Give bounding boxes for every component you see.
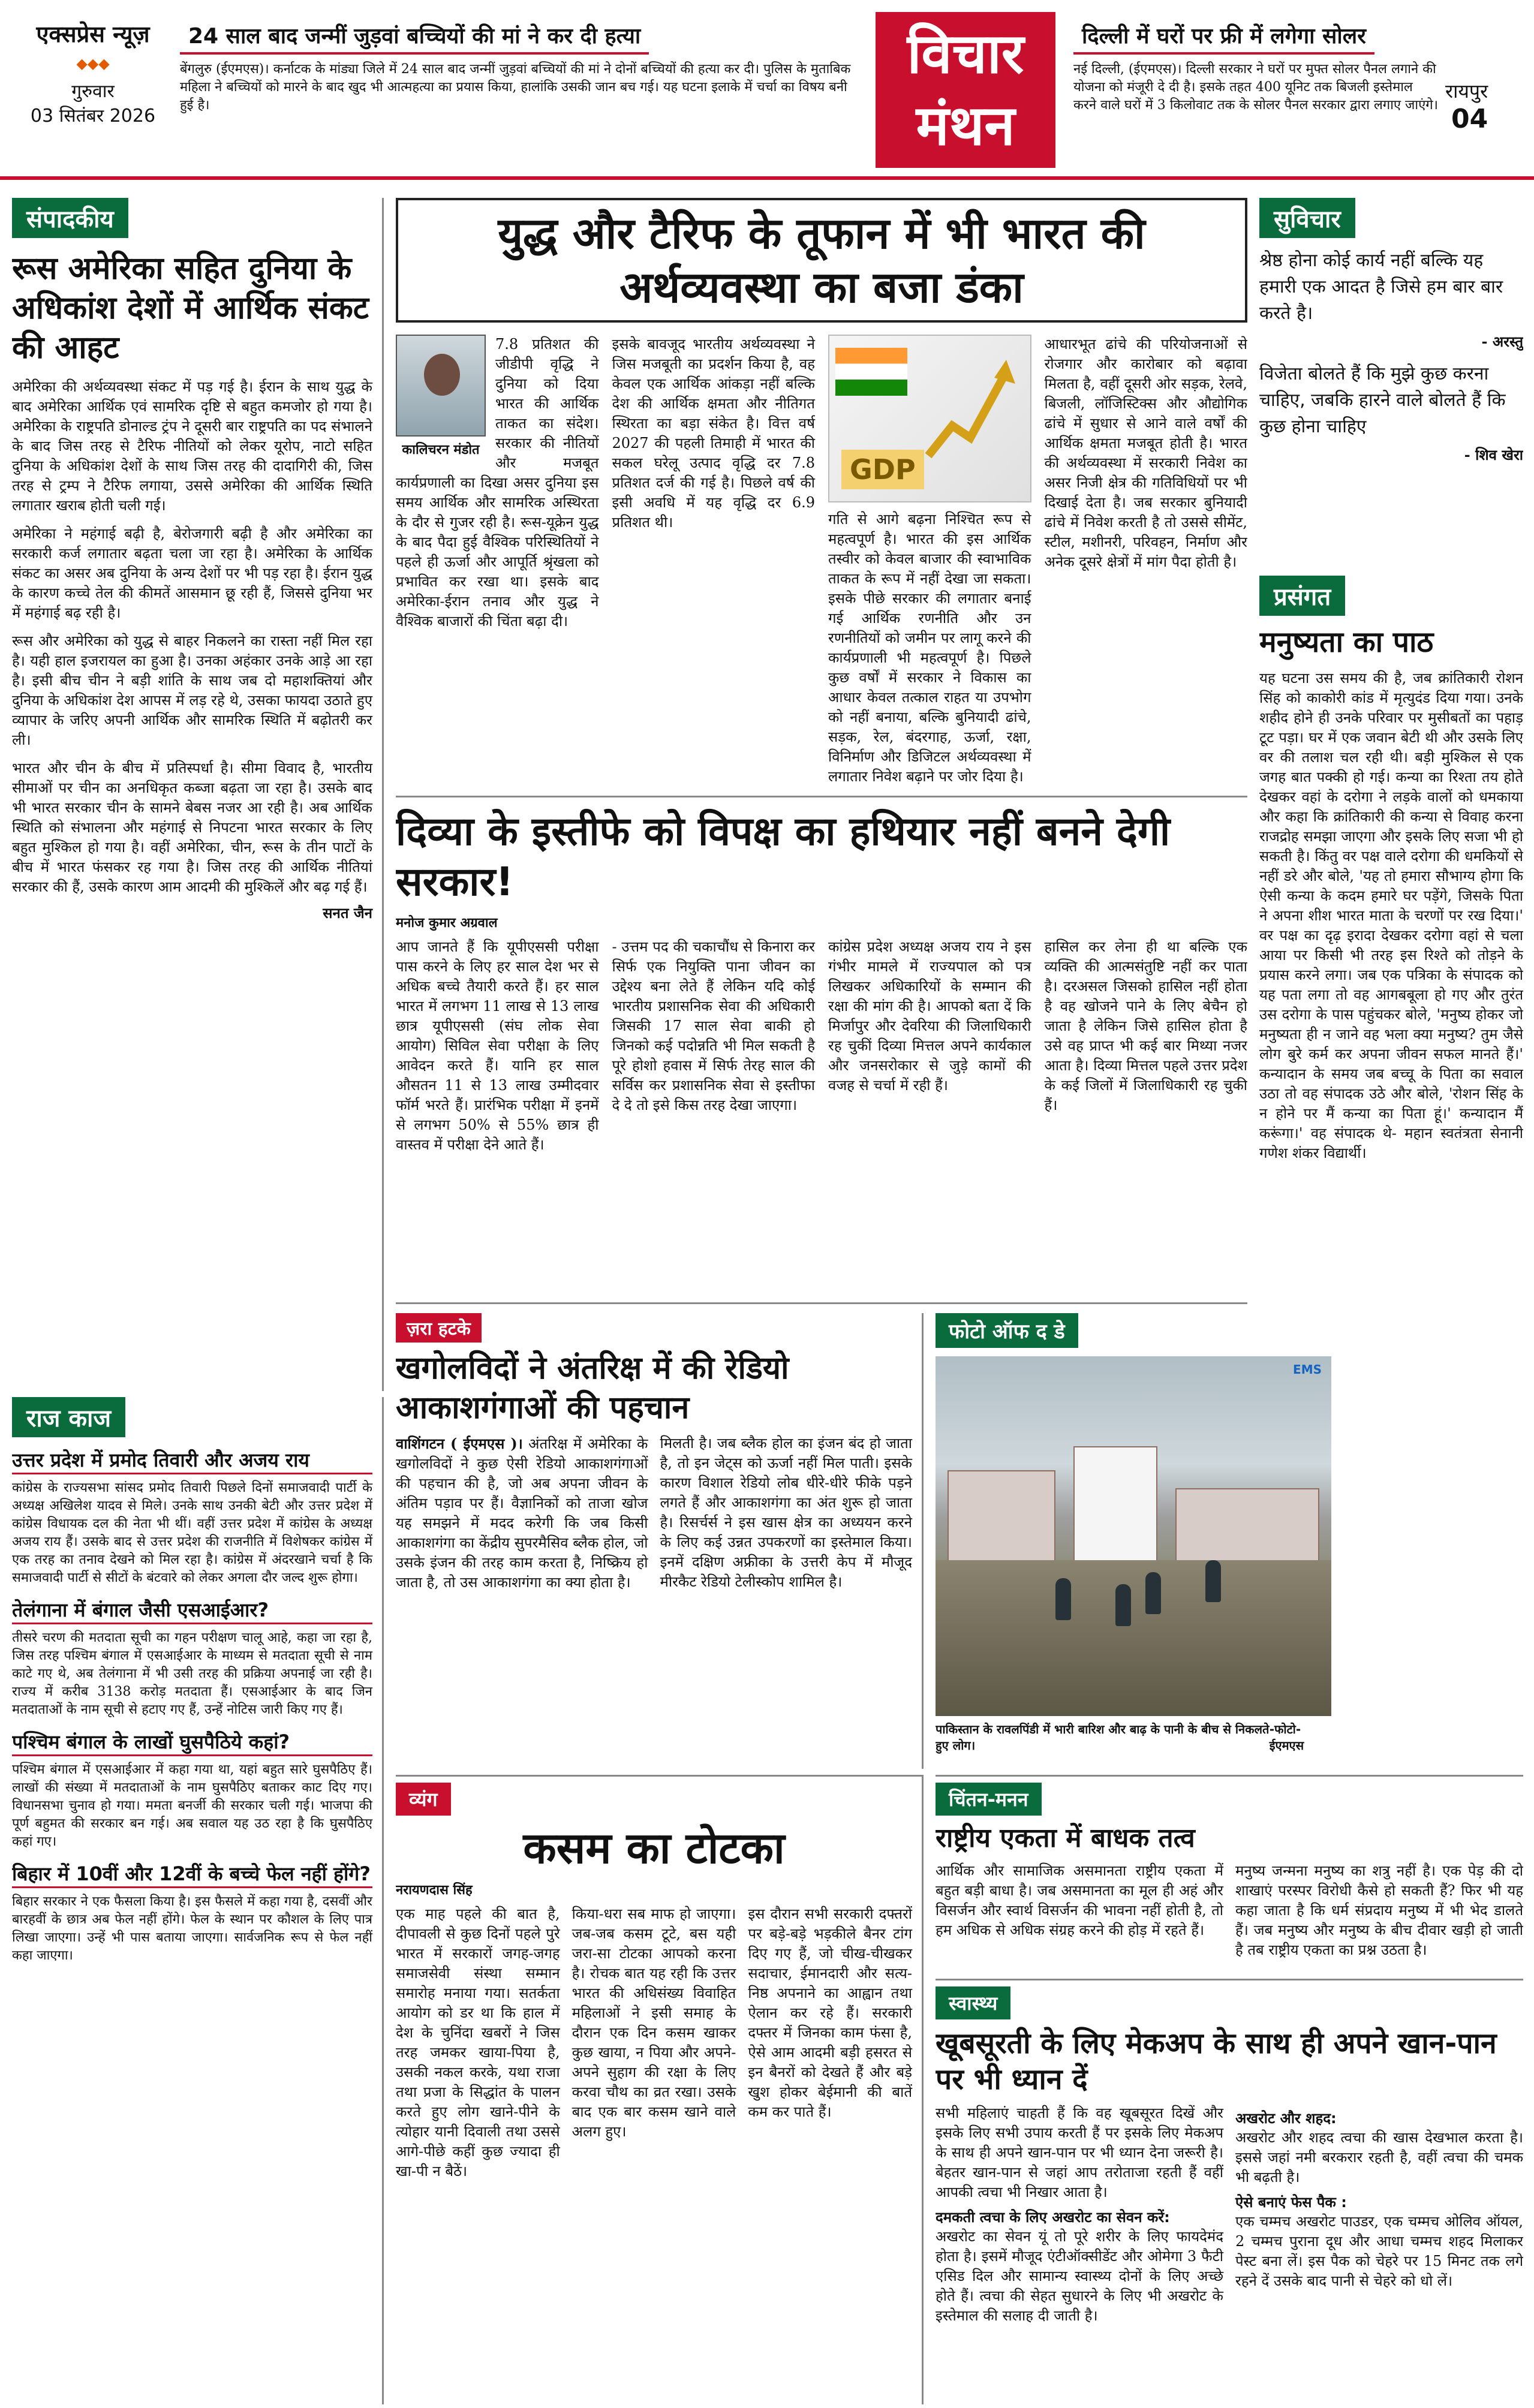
- rajkaj-item-text: पश्चिम बंगाल में एसआईआर में कहा गया था, यहां बहुत सारे घुसपैठिए हैं। लाखों की संख्या में मतदाताओं के नाम घुसपैठिए बताकर काट दिए गए। विधानसभा चुनाव हो गया। ममता बनर्जी की सरकार चली गई। भाजपा की पूर्ण बहुमत की सरकार बन गई। अब सवाल यह उठ रहा है कि घुसपैठिए कहां गए।: [12, 1762, 372, 1849]
- satire-byline: नरायणदास सिंह: [396, 1883, 473, 1898]
- satire-tag: व्यंग: [396, 1783, 451, 1816]
- building-shape: [1175, 1488, 1319, 1566]
- health-headline[interactable]: खूबसूरती के लिए मेकअप के साथ ही अपने खान-पान पर भी ध्यान दें: [936, 2027, 1497, 2096]
- section-title: [876, 12, 1055, 168]
- health-column: [1235, 2103, 1523, 2326]
- economy-text: इसके बावजूद भारतीय अर्थव्यवस्था ने जिस मजबूती का प्रदर्शन किया है, वह केवल एक आर्थिक आंकड़ा नहीं बल्कि देश की आर्थिक क्षमता और नीतिगत स्थिरता का बड़ा संकेत है। वित्त वर्ष 2027 की पहली तिमाही में भारत की सकल घरेलू उत्पाद वृद्धि दर 7.8 प्रतिशत दर्ज की गई है। पिछले वर्ष की इसी अवधि में यह वृद्धि दर 6.9 प्रतिशत थी।: [612, 336, 815, 531]
- top-right-text: नई दिल्ली, (ईएमएस)। दिल्ली सरकार ने घरों पर मुफ्त सोलर पैनल लगाने की योजना को मंजूरी दे दी है। इसके तहत 400 यूनिट तक बिजली इस्तेमाल करने वाले घरों में 3 किलोवाट तक के सोलर पैनल सरकार द्वारा लगाए जाएंगे।: [1073, 62, 1438, 113]
- gdp-illustration: [828, 335, 1031, 502]
- section-title-line2: मंथन: [916, 94, 1015, 158]
- chintan-column: [1235, 1861, 1523, 1960]
- city-name: रायपुर: [1445, 80, 1488, 103]
- economy-column: [396, 335, 599, 787]
- satire-columns: [396, 1904, 912, 2181]
- rajkaj-item-text: बिहार सरकार ने एक फैसला किया है। इस फैसले में कहा गया है, दसवीं और बारहवीं के छात्र अब फेल नहीं होंगे। फेल के स्थान पर कौशल के लिए पात्र लिखा जाएगा। उन्हें भी पास बताया जाएगा। सार्वजनिक रूप से फेल नहीं कहा जाएगा।: [12, 1894, 372, 1963]
- satire-article: [396, 1775, 924, 2404]
- section-title-line1: विचार: [907, 22, 1024, 86]
- health-tag: स्वास्थ्य: [936, 1986, 1010, 2019]
- person-figure: [1205, 1560, 1221, 1602]
- astro-kicker: ज़रा हटके: [396, 1313, 482, 1343]
- photo-tag: फोटो ऑफ द डे: [936, 1313, 1078, 1348]
- suvichar-section: [1259, 198, 1523, 570]
- india-flag-icon: [835, 348, 907, 396]
- ems-watermark: EMS: [1293, 1362, 1322, 1377]
- astronomy-article: [396, 1313, 924, 1769]
- city-page-block: [1445, 78, 1529, 134]
- satire-text: किया-धरा सब माफ हो जाएगा। जब-जब कसम टूटे, बस यही जरा-सा टोटका आपको करना है। रोचक बात यह रही कि उत्तर भारत की अधिसंख्य विवाहित महिलाओं ने इसी समाह के दौरान एक दिन कसम खाकर कुछ खाया, न पिया और अपने-अपने सुहाग की रक्षा के लिए करवा चौथ का व्रत रखा। उसके बाद एक बार कसम खाने वाले अलग हुए।: [572, 1906, 736, 2140]
- brand-block: [18, 18, 168, 162]
- rajkaj-item-title[interactable]: उत्तर प्रदेश में प्रमोद तिवारी और अजय राय: [12, 1447, 372, 1474]
- astro-headline[interactable]: खगोलविदों ने अंतरिक्ष में की रेडियो आकाशगंगाओं की पहचान: [396, 1350, 789, 1426]
- author-photo: [396, 335, 486, 437]
- top-right-story[interactable]: [1073, 18, 1439, 162]
- economy-column: [1045, 335, 1248, 787]
- author-box: [396, 335, 486, 458]
- editorial-section: [12, 198, 384, 1391]
- astro-column: [396, 1434, 648, 1593]
- rajkaj-item-text: तीसरे चरण की मतदाता सूची का गहन परीक्षण चालू आहे, कहा जा रहा है, जिस तरह पश्चिम बंगाल में एसआईआर के माध्यम से मतदाता सूची से नाम काटे गए थे, अब तेलंगाना में भी उसी तरह की प्रक्रिया अपनाई जा रही है। राज्य में करीब 3138 करोड़ मतदाता हैं। एसआईआर के बाद जिन मतदाताओं के नाम सूची से हटाए गए हैं, उन्हें नोटिस जारी किए गए हैं।: [12, 1630, 372, 1717]
- rajkaj-item: [12, 1597, 372, 1719]
- rajkaj-item-title[interactable]: बिहार में 10वीं और 12वीं के बच्चे फेल नहीं होंगे?: [12, 1861, 372, 1888]
- divya-column: [612, 937, 816, 1155]
- suvichar-quote: श्रेष्ठ होना कोई कार्य नहीं बल्कि यह हमारी एक आदत है जिसे हम बार बार करते है।: [1259, 250, 1503, 324]
- health-article: [936, 1979, 1523, 2404]
- health-text: अखरोट और शहद त्वचा की खास देखभाल करता है। इससे जहां नमी बरकरार रहती है, वहीं त्वचा की चमक भी बढ़ती है।: [1235, 2129, 1523, 2186]
- health-columns: [936, 2103, 1523, 2326]
- health-subhead: दमकती त्वचा के लिए अखरोट का सेवन करें:: [936, 2209, 1170, 2226]
- rajkaj-item: [12, 1729, 372, 1851]
- chintan-column: [936, 1861, 1223, 1960]
- divya-byline: मनोज कुमार अग्रवाल: [396, 916, 498, 931]
- rajkaj-item: [12, 1861, 372, 1965]
- economy-columns: [396, 335, 1247, 787]
- satire-text: इस दौरान सभी सरकारी दफ्तरों पर बड़े-बड़े भड़कीले बैनर टांग दिए गए हैं, जो चीख-चीखकर सदाचार, ईमानदारी और सत्य-निष्ठ अपनाने का आह्वान तथा ऐलान कर रहे हैं। सरकारी दफ्तर में जिनका काम फंसा है, ऐसे आम आदमी बड़ी हसरत से इन बैनरों को देखते हैं और बड़े खुश होकर बेईमानी की बातें कम कर पाते हैं।: [748, 1906, 913, 2120]
- building-shape: [948, 1470, 1055, 1566]
- rajkaj-item-text: कांग्रेस के राज्यसभा सांसद प्रमोद तिवारी पिछले दिनों समाजवादी पार्टी के अध्यक्ष अखिलेश यादव से मिले। उनके साथ उनकी बेटी और उत्तर प्रदेश में कांग्रेस विधायक दल की नेता भी थीं। वहीं उत्तर प्रदेश में कांग्रेस के अध्यक्ष अजय राय हैं। उसके बाद से उत्तर प्रदेश की राजनीति में विशेषकर कांग्रेस में एक तरह का तनाव देखने को मिल रहा है। कांग्रेस में अंदरखाने चर्चा है कि समाजवादी पार्टी से सीटों के बंटवारे को लेकर अगला दौर जल्द शुरू होगा।: [12, 1480, 372, 1585]
- chintan-columns: [936, 1861, 1523, 1960]
- photo-of-the-day: [936, 1313, 1331, 1769]
- building-shape: [1073, 1446, 1157, 1566]
- economy-text: गति से आगे बढ़ना निश्चित रूप से महत्वपूर्ण है। भारत की इस आर्थिक तस्वीर को केवल बाजार की स्वाभाविक ताकत के रूप में नहीं देखा जा सकता। इसके पीछे सरकार की लगातार बनाई गई आर्थिक रणनीति और उन रणनीतियों को जमीन पर लागू करने की कार्यप्रणाली भी महत्वपूर्ण है। पिछले कुछ वर्षों में सरकार ने विकास का आधार केवल तत्काल राहत या उपभोग को नहीं बनाया, बल्कि बुनियादी ढांचे, सड़क, रेल, बंदरगाह, ऊर्जा, रक्षा, विनिर्माण और डिजिटल अर्थव्यवस्था में लगातार निवेश बढ़ाने पर जोर दिया है।: [828, 511, 1031, 785]
- divya-text: कांग्रेस प्रदेश अध्यक्ष अजय राय ने इस गंभीर मामले में राज्यपाल को पत्र लिखकर अधिकारियों के सम्मान की रक्षा की मांग की है। आपको बता दें कि मिर्जापुर और देवरिया की जिलाधिकारी रह चुकीं दिव्या मित्तल अपने कार्यकाल और जनसरोकार से जुड़े कामों की वजह से चर्चा में रही हैं।: [828, 938, 1031, 1094]
- health-intro: सभी महिलाएं चाहती हैं कि वह खूबसूरत दिखें और इसके लिए सभी उपाय करती हैं पर इसके लिए मेकअप के साथ ही अपने खान-पान पर भी ध्यान देना जरूरी है। बेहतर खान-पान से जहां आप तरोताजा रहती हैं वहीं आपकी त्वचा भी निखार आता है।: [936, 2105, 1223, 2201]
- astro-column: [660, 1434, 913, 1593]
- health-text: एक चम्मच अखरोट पाउडर, एक चम्मच ओलिव ऑयल, 2 चम्मच पुराना दूध और आधा चम्मच शहद मिलाकर पेस्ट बना लें। इस पैक को चेहरे पर 15 मिनट तक लगे रहने दें उसके बाद पानी से चेहरे को धो लें।: [1235, 2213, 1523, 2289]
- editorial-byline: सनत जैन: [323, 904, 372, 922]
- divya-text: आप जानते हैं कि यूपीएससी परीक्षा पास करने के लिए हर साल देश भर से अधिक बच्चे तैयारी करते हैं। हर साल भारत में लगभग 11 लाख से 13 लाख छात्र यूपीएससी (संघ लोक सेवा आयोग) सिविल सेवा परीक्षा के लिए आवेदन करते हैं। यानि हर साल औसतन 11 से 13 लाख उम्मीदवार फॉर्म भरते हैं। प्रारंभिक परीक्षा में इनमें से लगभग 50% से 55% छात्र ही वास्तव में परीक्षा देने आते हैं।: [396, 938, 599, 1153]
- economy-column: [612, 335, 816, 787]
- divya-headline[interactable]: दिव्या के इस्तीफे को विपक्ष का हथियार नहीं बनने देगी सरकार!: [396, 808, 1171, 905]
- economy-article: [396, 198, 1247, 797]
- person-figure: [1145, 1572, 1161, 1614]
- flood-water: [936, 1560, 1331, 1716]
- divya-columns: [396, 937, 1247, 1155]
- rajkaj-section: [12, 1397, 384, 2404]
- economy-text: 7.8 प्रतिशत की जीडीपी वृद्धि ने दुनिया को दिया भारत की आर्थिक ताकत का संदेश। सरकार की नीतियों और मजबूत कार्यप्रणाली का दिखा असर दुनिया इस समय आर्थिक और सामरिक अस्थिरता के दौर से गुजर रही है। रूस-यूक्रेन युद्ध के बाद पैदा हुई वैश्विक परिस्थितियों ने पहले ही ऊर्जा और आपूर्ति श्रृंखला को प्रभावित कर रखा था। इसके बाद अमेरिका-ईरान तनाव और युद्ध ने वैश्विक बाजारों की चिंता बढ़ा दी।: [396, 336, 599, 630]
- photo-credit: -फोटो- ईएमएस: [1269, 1722, 1304, 1753]
- divya-column: [1045, 937, 1248, 1155]
- economy-text: आधारभूत ढांचे की परियोजनाओं से रोजगार और कारोबार को बढ़ावा मिलता है, वहीं दूसरी ओर सड़क, रेलवे, बिजली, लॉजिस्टिक्स और औद्योगिक ढांचे में सुधार से आने वाले वर्षों की आर्थिक क्षमता मजबूत होती है। भारत की अर्थव्यवस्था में सरकारी निवेश का असर निजी क्षेत्र की गतिविधियों पर भी दिखाई देता है। जब सरकार बुनियादी ढांचे में निवेश करती है तो उससे सीमेंट, स्टील, मशीनरी, परिवहन, निर्माण और अनेक दूसरे क्षेत्रों में मांग पैदा होती है।: [1044, 336, 1247, 570]
- photo-caption-row: [936, 1721, 1331, 1753]
- editorial-paragraph: भारत और चीन के बीच में प्रतिस्पर्धा है। सीमा विवाद है, भारतीय सीमाओं पर चीन का अनधिकृत कब्जा बढ़ता जा रहा है। उसके बाद भी भारत सरकार चीन के सामने बेबस नजर आ रही है। अब आर्थिक स्थिति को संभालना और महंगाई से निपटना भारत सरकार के लिए बहुत मुश्किल हो गया है। वहीं अमेरिका, चीन, रूस के तीन पाटों के बीच में भारत फंसकर रह गया है। जिस तरह की आर्थिक नीतियां सरकार की हैं, उसके कारण आम आदमी की मुश्किलें और बढ़ गई हैं।: [12, 760, 372, 895]
- prasangvash-tag: प्रसंगत: [1259, 576, 1345, 616]
- author-name: कालिचरन मंडोत: [402, 443, 480, 457]
- divya-text: हासिल कर लेना ही था बल्कि एक व्यक्ति की आत्मसंतुष्टि नहीं कर पाता है। दरअसल जिसको हासिल नहीं होता है वह खोजने पाने के लिए बेचैन हो जाता है लेकिन जिसे हासिल होता है उसे वह प्राप्त भी कई बार मिथ्या नजर आता है। दिव्या मित्तल पहले उत्तर प्रदेश के कई जिलों में जिलाधिकारी रह चुकी हैं।: [1044, 938, 1247, 1113]
- person-figure: [1055, 1578, 1071, 1620]
- photo-caption: पाकिस्तान के रावलपिंडी में भारी बारिश और बाढ़ के पानी के बीच से निकलते हुए लोग।: [936, 1722, 1270, 1753]
- astro-dateline: वाशिंगटन ( ईएमएस )।: [396, 1435, 523, 1452]
- gdp-blocks: GDP: [841, 450, 924, 489]
- health-column: [936, 2103, 1223, 2326]
- editorial-paragraph: अमेरिका ने महंगाई बढ़ी है, बेरोजगारी बढ़ी है और अमेरिका का सरकारी कर्ज लगातार बढ़ता चला जा रहा है। अमेरिका के आर्थिक संकट का असर अब दुनिया के अन्य देशों पर भी पड़ रहा है। ईरान युद्ध के कारण कच्चे तेल की कीमतें आसमान छू रही हैं, जिससे दुनिया भर में महंगाई बढ़ रही है।: [12, 525, 372, 621]
- satire-column: [572, 1904, 736, 2181]
- suvichar-attribution: - शिव खेरा: [1464, 446, 1523, 463]
- issue-day: गुरुवार: [71, 81, 115, 102]
- masthead: [0, 0, 1534, 180]
- prasangvash-section: [1259, 576, 1523, 1325]
- health-subhead: अखरोट और शहद:: [1235, 2110, 1337, 2127]
- astro-columns: [396, 1434, 912, 1593]
- top-left-story[interactable]: [180, 18, 852, 162]
- brand-name[interactable]: एक्सप्रेस न्यूज़: [36, 21, 150, 47]
- suvichar-quote: विजेता बोलते हैं कि मुझे कुछ करना चाहिए, जबकि हारने वाले बोलते हैं कि कुछ होना चाहिए: [1259, 363, 1506, 437]
- chintan-headline[interactable]: राष्ट्रीय एकता में बाधक तत्व: [936, 1823, 1195, 1853]
- divya-column: [396, 937, 599, 1155]
- chintan-manan-article: [936, 1775, 1523, 1973]
- chintan-text: मनुष्य जन्मना मनुष्य का शत्रु नहीं है। एक पेड़ की दो शाखाएं परस्पर विरोधी कैसे हो सकती हैं? फिर भी यह कहा जाता है कि धर्म संप्रदाय मनुष्य में भी भेद डालते हैं। जब मनुष्य और मनुष्य के बीच दीवार खड़ी हो जाती है तब राष्ट्रीय एकता का प्रश्न उठता है।: [1235, 1862, 1523, 1958]
- person-figure: [1115, 1584, 1131, 1626]
- editorial-headline[interactable]: रूस अमेरिका सहित दुनिया के अधिकांश देशों में आर्थिक संकट की आहट: [12, 251, 369, 366]
- satire-headline[interactable]: कसम का टोटका: [523, 1823, 785, 1873]
- divya-article: [396, 806, 1247, 1304]
- rajkaj-item: [12, 1447, 372, 1587]
- prasangvash-headline[interactable]: मनुष्यता का पाठ: [1259, 625, 1434, 659]
- divya-column: [828, 937, 1031, 1155]
- health-subhead: ऐसे बनाएं फेस पैक :: [1235, 2194, 1347, 2211]
- chintan-tag: चिंतन-मनन: [936, 1783, 1042, 1816]
- satire-column: [396, 1904, 560, 2181]
- issue-date: 03 सितंबर 2026: [30, 106, 156, 127]
- prasangvash-text: यह घटना उस समय की है, जब क्रांतिकारी रोशन सिंह को काकोरी कांड में मृत्युदंड दिया गया। उनके शहीद होने ही उनके परिवार पर मुसीबतों का पहाड़ टूट पड़ा। घर में एक जवान बेटी थी और उसके लिए वर की तलाश चल रही थी। बड़ी मुश्किल से एक जगह बात पक्की हो गई। कन्या का रिश्ता तय होते देखकर वहां के दरोगा ने लड़के वालों को धमकाया और कहा कि क्रांतिकारी की कन्या से विवाह करना राजद्रोह समझा जाएगा और इसके लिए सजा भी हो सकती है। किंतु वर पक्ष वाले दरोगा की धमकियों से नहीं डरे और बोले, 'यह तो हमारा सौभाग्य होगा कि ऐसी कन्या के कदम हमारे घर पड़ेंगे, जिसके पिता ने अपना शीश भारत माता के चरणों पर रख दिया।' वर पक्ष का दृढ़ इरादा देखकर दरोगा वहां से चला आया पर किसी भी तरह इस रिश्ते को तोड़ने के प्रयास करने लगा। जब एक पत्रिका के संपादक को यह पता लगा तो वह आगबबूला हो गए और तुरंत उस दरोगा के पास पहुंचकर बोले, 'मनुष्य होकर जो मनुष्यता ही न जाने वह भला क्या मनुष्य? तुम जैसे लोग बुरे कर्म कर अपना जीवन सफल मानते हैं।' कन्यादान के समय जब बच्चू के पिता का सवाल उठा तो वह संपादक उठे और बोले, 'रोशन सिंह के न होने पर मैं कन्या का पिता हूं।' कन्यादान मैं करूंगा।' वह संपादक थे- महान स्वतंत्रता सेनानी गणेश शंकर विद्यार्थी।: [1259, 670, 1523, 1161]
- satire-column: [748, 1904, 912, 2181]
- editorial-paragraph: रूस और अमेरिका को युद्ध से बाहर निकलने का रास्ता नहीं मिल रहा है। यही हाल इजरायल का हुआ है। उनका अहंकार उनके आड़े आ रहा है। इसी बीच चीन ने बड़ी शांति के साथ जब दो महाशक्तियां और दुनिया के अधिकांश देश आपस में लड़ रहे थे, उसका फायदा उठाते हुए व्यापार के जरिए अपनी आर्थिक और सामरिक स्थिति में बढ़ोतरी कर ली।: [12, 633, 372, 748]
- suvichar-tag: सुविचार: [1259, 198, 1355, 238]
- brand-dots: ◆◆◆: [76, 55, 110, 72]
- growth-arrow-icon: [922, 348, 1018, 468]
- astro-text: अंतरिक्ष में अमेरिका के खगोलविदों ने कुछ ऐसी रेडियो आकाशगंगाओं की पहचान की है, जो अब अपना जीवन के अंतिम पड़ाव पर हैं। वैज्ञानिकों को ताजा खोज यह समझने में मदद करेगी कि जब किसी आकाशगंगा का केंद्रीय सुपरमैसिव ब्लैक होल, जो उसके इंजन की तरह काम करता है, निष्क्रिय हो जाता है, तो उस आकाशगंगा का क्या होता है।: [396, 1435, 648, 1591]
- suvichar-attribution: - अरस्तु: [1481, 333, 1523, 350]
- chintan-text: आर्थिक और सामाजिक असमानता राष्ट्रीय एकता में बहुत बड़ी बाधा है। जब असमानता का मूल ही अहं और विसर्जन और स्वार्थ विसर्जन की भावना नहीं होती है, तो हम अधिक से अधिक संग्रह करने की होड़ में रहते हैं।: [936, 1862, 1223, 1939]
- rajkaj-item-title[interactable]: तेलंगाना में बंगाल जैसी एसआईआर?: [12, 1597, 372, 1624]
- editorial-paragraph: अमेरिका की अर्थव्यवस्था संकट में पड़ गई है। ईरान के साथ युद्ध के बाद अमेरिका आर्थिक एवं सामरिक दृष्टि से बहुत कमजोर हो गया है। अमेरिका के राष्ट्रपति डोनाल्ड ट्रंप ने दूसरी बार राष्ट्रपति का पद संभालने के बाद जिस तरह से टैरिफ नीतियों को लेकर यूरोप, नाटो सहित दुनिया के अधिकांश देशों के साथ जिस तरह की दादागिरी की, जिस तरह से ट्रम्प ने टैरिफ लगाया, उससे अमेरिका की आर्थिक स्थिति लगातार खराब होती चली गई।: [12, 378, 372, 514]
- editorial-tag: संपादकीय: [12, 198, 128, 238]
- satire-text: एक माह पहले की बात है, दीपावली से कुछ दिनों पहले पुरे भारत में सरकारों जगह-जगह समाजसेवी संस्था सम्मान समारोह मनाया गया। सतर्कता आयोग को डर था कि हाल में देश के चुनिंदा खबरों ने जिस तरह जमकर खाया-पिया है, उसकी नकल करके, यथा राजा तथा प्रजा के सिद्धांत के पालन करते हुए लोग खाने-पीने के त्योहार यानी दिवाली तथा उससे आगे-पीछे कहीं कुछ ज्यादा ही खा-पी न बैठें।: [396, 1906, 560, 2180]
- page-number: 04: [1451, 104, 1488, 134]
- top-right-headline[interactable]: दिल्ली में घरों पर फ्री में लगेगा सोलर: [1073, 18, 1374, 55]
- divya-text: - उत्तम पद की चकाचौंध से किनारा कर सिर्फ एक नियुक्ति पाना जीवन का उद्देश्य बना लेते हैं लेकिन यदि कोई भारतीय प्रशासनिक सेवा की अधिकारी जिसकी 17 साल सेवा बाकी हो जिनको कई पदोन्नति भी मिल सकती है पूरे होशो हवास में सिर्फ तेरह साल की सर्विस कर प्रशासनिक सेवा से इस्तीफा दे दे तो इसे किस तरह देखा जाएगा।: [612, 938, 815, 1113]
- top-left-headline[interactable]: 24 साल बाद जन्मीं जुड़वां बच्चियों की मां ने कर दी हत्या: [180, 18, 649, 55]
- rajkaj-item-title[interactable]: पश्चिम बंगाल के लाखों घुसपैठिये कहां?: [12, 1729, 372, 1756]
- top-left-text: बेंगलुरु (ईएमएस)। कर्नाटक के मांड्या जिले में 24 साल बाद जन्मीं जुड़वां बच्चियों की मां ने दोनों बच्चियों की हत्या कर दी। पुलिस के मुताबिक महिला ने बच्चियों को मारने के बाद खुद भी आत्महत्या का प्रयास किया, हालांकि उसकी जान बच गई। यह घटना इलाके में चर्चा का विषय बनी हुई है।: [180, 62, 851, 113]
- rajkaj-tag: राज काज: [12, 1397, 125, 1437]
- astro-text: मिलती है। जब ब्लैक होल का इंजन बंद हो जाता है, तो इन जेट्स को ऊर्जा नहीं मिल पाती। इसके कारण विशाल रेडियो लोब धीरे-धीरे फीके पड़ने लगते हैं और आकाशगंगा का अंत शुरू हो जाता है। रिसर्चर्स ने इस खास क्षेत्र का अध्ययन करने के लिए कई उन्नत उपकरणों का इस्तेमाल किया। इनमें दक्षिण अफ्रीका के उत्तरी केप में मौजूद मीरकैट रेडियो टेलीस्कोप शामिल है।: [660, 1435, 912, 1590]
- economy-headline[interactable]: युद्ध और टैरिफ के तूफान में भी भारत की अर्थव्यवस्था का बजा डंका: [396, 198, 1247, 323]
- health-text: अखरोट का सेवन यूं तो पूरे शरीर के लिए फायदेमंद होता है। इसमें मौजूद एंटीऑक्सीडेंट और ओमेगा 3 फैटी एसिड दिल और सामान्य स्वास्थ्य दोनों के लिए अच्छे होते हैं। त्वचा की सेहत सुधारने के लिए भी अखरोट के इस्तेमाल की सलाह दी जाती है।: [936, 2228, 1223, 2324]
- flood-photo[interactable]: [936, 1356, 1331, 1716]
- economy-column: [828, 335, 1031, 787]
